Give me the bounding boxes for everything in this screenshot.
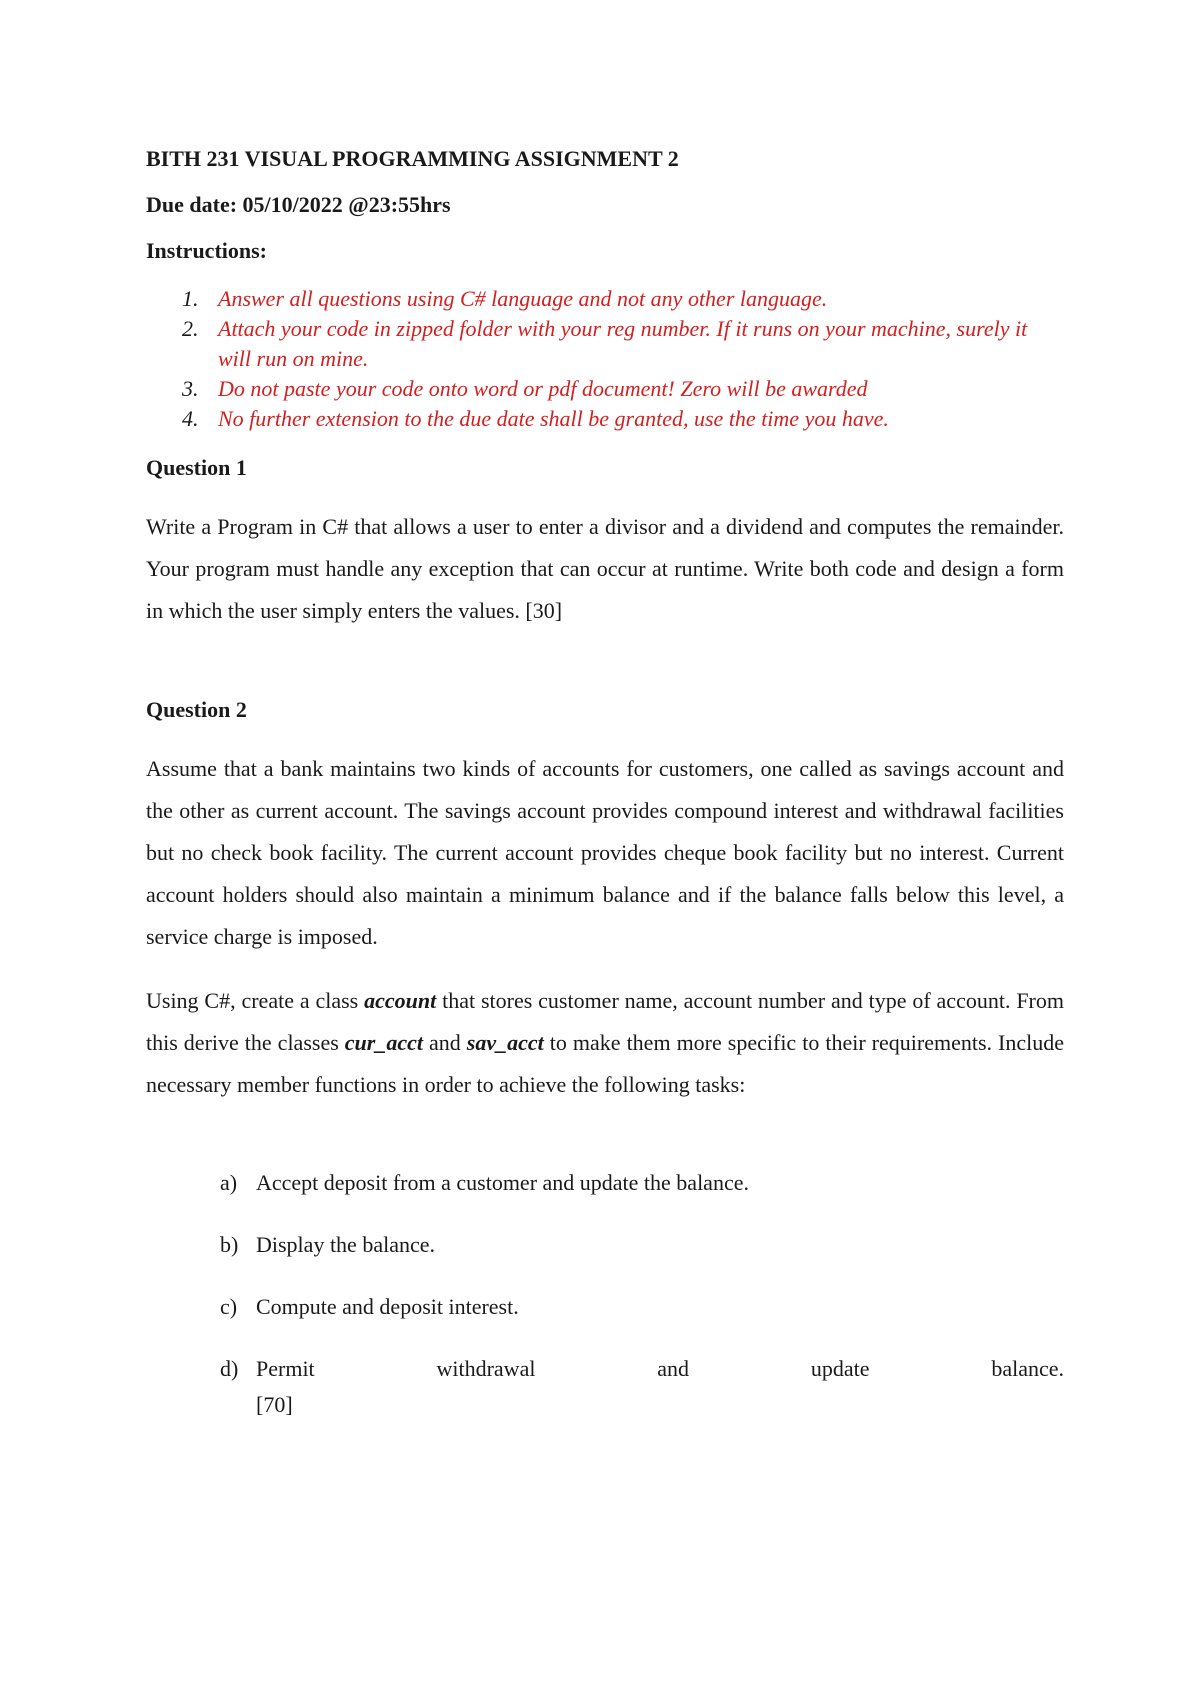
spec-text-3: and (423, 1030, 467, 1055)
instruction-text: Answer all questions using C# language and not any other language. (218, 286, 828, 311)
question-2-body: Assume that a bank maintains two kinds of accounts for customers, one called as savings account and the other as current account. The savings account provides compound interest and withdrawal facilities but no check book facility. The current account provides cheque book facility but no interest. Current account holders should also maintain a minimum balance and if the balance falls below this level, a service charge is imposed. (146, 756, 1064, 949)
task-text: Compute and deposit interest. (256, 1294, 519, 1319)
instruction-item (146, 284, 1064, 314)
question-1-body: Write a Program in C# that allows a user to enter a divisor and a dividend and computes the remainder. Your program must handle any exception that can occur at runtime. Write both code and design a form in which the user simply enters the values. [30] (146, 514, 1064, 623)
task-label: a) (220, 1170, 238, 1195)
spec-text-1: Using C#, create a class (146, 988, 365, 1013)
assignment-title: BITH 231 VISUAL PROGRAMMING ASSIGNMENT 2 (146, 146, 679, 171)
due-date: Due date: 05/10/2022 @23:55hrs (146, 192, 451, 217)
instructions-list (146, 284, 1064, 434)
class-name-cur-acct: cur_acct (344, 1030, 423, 1055)
task-label: d) (220, 1356, 239, 1381)
instruction-number: 2. (182, 316, 199, 341)
class-name-account: account (364, 988, 437, 1013)
task-text: Display the balance. (256, 1232, 435, 1257)
question-2-title: Question 2 (146, 697, 247, 722)
instruction-text: Attach your code in zipped folder with your reg number. If it runs on your machine, surely it will run on mine. (218, 316, 1028, 371)
task-label: b) (220, 1232, 239, 1257)
task-item (220, 1294, 1064, 1320)
task-text: Accept deposit from a customer and update the balance. (256, 1170, 749, 1195)
instruction-number: 4. (182, 406, 199, 431)
task-item (220, 1170, 1064, 1196)
spec-text-4: to make them more specific to their requirements. Include necessary member functions in order to achieve the following tasks: (146, 1030, 1064, 1097)
task-text: Permit withdrawal and update balance. (256, 1356, 1064, 1381)
question-2-class-spec (146, 980, 1064, 1106)
task-label: c) (220, 1294, 238, 1319)
task-item (220, 1232, 1064, 1258)
instruction-item (146, 374, 1064, 404)
instruction-text: No further extension to the due date shall be granted, use the time you have. (218, 406, 889, 431)
spec-text-2: that stores customer name, account number and type of account. From this derive the classes (146, 988, 1064, 1055)
instruction-number: 1. (182, 286, 199, 311)
question-1-title: Question 1 (146, 455, 247, 480)
instruction-text: Do not paste your code onto word or pdf document! Zero will be awarded (218, 376, 868, 401)
task-item (220, 1356, 1064, 1417)
class-name-sav-acct: sav_acct (466, 1030, 544, 1055)
instructions-label: Instructions: (146, 238, 268, 263)
question-2-marks: [70] (256, 1392, 293, 1417)
instruction-item (146, 404, 1064, 434)
instruction-number: 3. (182, 376, 199, 401)
instruction-item (146, 314, 1064, 374)
